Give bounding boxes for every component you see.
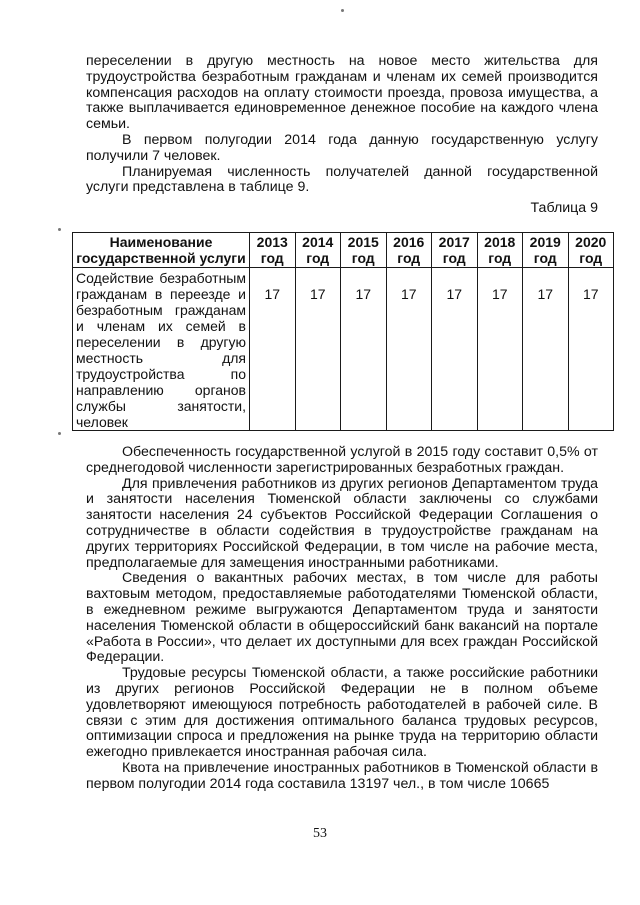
header-year: 2013 год [250,233,296,268]
scan-speck [58,432,61,435]
service-name-cell: Содействие безработным гражданам в переезде и безработным гражданам и членам их семей в переселении в другую местность для трудоустройства по направлению органов службы занятости, человек [73,268,250,431]
value-cell: 17 [250,268,296,431]
header-year: 2018 год [477,233,523,268]
value-cell: 17 [523,268,569,431]
header-service-name: Наименование государственной услуги [73,233,250,268]
page-number: 53 [313,826,327,841]
paragraph: Планируемая численность получателей данной государственной услуги представлена в таблице 9. [86,163,598,196]
value-cell: 17 [432,268,478,431]
paragraph: Для привлечения работников из других регионов Департаментом труда и занятости населения Тюменской области заключены со службами занятости населения 24 субъектов Российской Федерации Соглашения о сотрудничестве в области содействия в трудоустройстве гражданам на других территориях Российской Федерации, в том числе на рабочие места, предполагаемые для замещения иностранными работниками. [86,475,598,571]
paragraph-continuation: переселении в другую местность на новое место жительства для трудоустройства безработным гражданам и членам их семей производится компенсация расходов на оплату стоимости проезда, провоза имущества, а также выплачивается единовременное денежное пособие на каждого члена семьи. [86,53,598,133]
paragraph: Квота на привлечение иностранных работников в Тюменской области в первом полугодии 2014 года составила 13197 чел., в том числе 10665 [86,759,598,792]
top-text-block [86,54,598,196]
table-caption: Таблица 9 [530,200,598,216]
header-year: 2015 год [341,233,387,268]
table-header-row [73,233,614,268]
table-row [73,268,614,431]
paragraph: Трудовые ресурсы Тюменской области, а также российские работники из других регионов Российской Федерации не в полном объеме удовлетворяют имеющуюся потребность работодателей в рабочей силе. В связи с этим для достижения оптимального баланса трудовых ресурсов, оптимизации спроса и предложения на рынке труда на территорию области ежегодно привлекается иностранная рабочая сила. [86,665,598,761]
scan-speck [341,9,344,12]
bottom-text-block [86,445,598,793]
paragraph: Обеспеченность государственной услугой в 2015 году составит 0,5% от среднегодовой численности зарегистрированных безработных граждан. [86,444,598,476]
paragraph: В первом полугодии 2014 года данную государственную услугу получили 7 человек. [86,131,598,164]
header-year: 2019 год [523,233,569,268]
services-table [72,232,614,431]
value-cell: 17 [477,268,523,431]
value-cell: 17 [568,268,614,431]
header-year: 2016 год [386,233,432,268]
header-year: 2017 год [432,233,478,268]
value-cell: 17 [295,268,341,431]
value-cell: 17 [341,268,387,431]
header-year: 2014 год [295,233,341,268]
header-year: 2020 год [568,233,614,268]
paragraph: Сведения о вакантных рабочих местах, в том числе для работы вахтовым методом, предоставляемые работодателями Тюменской области, в ежедневном режиме выгружаются Департаментом труда и занятости населения Тюменской области в общероссийский банк вакансий на портале «Работа в России», что делает их доступными для всех граждан Российской Федерации. [86,570,598,666]
value-cell: 17 [386,268,432,431]
scan-speck [58,228,61,231]
